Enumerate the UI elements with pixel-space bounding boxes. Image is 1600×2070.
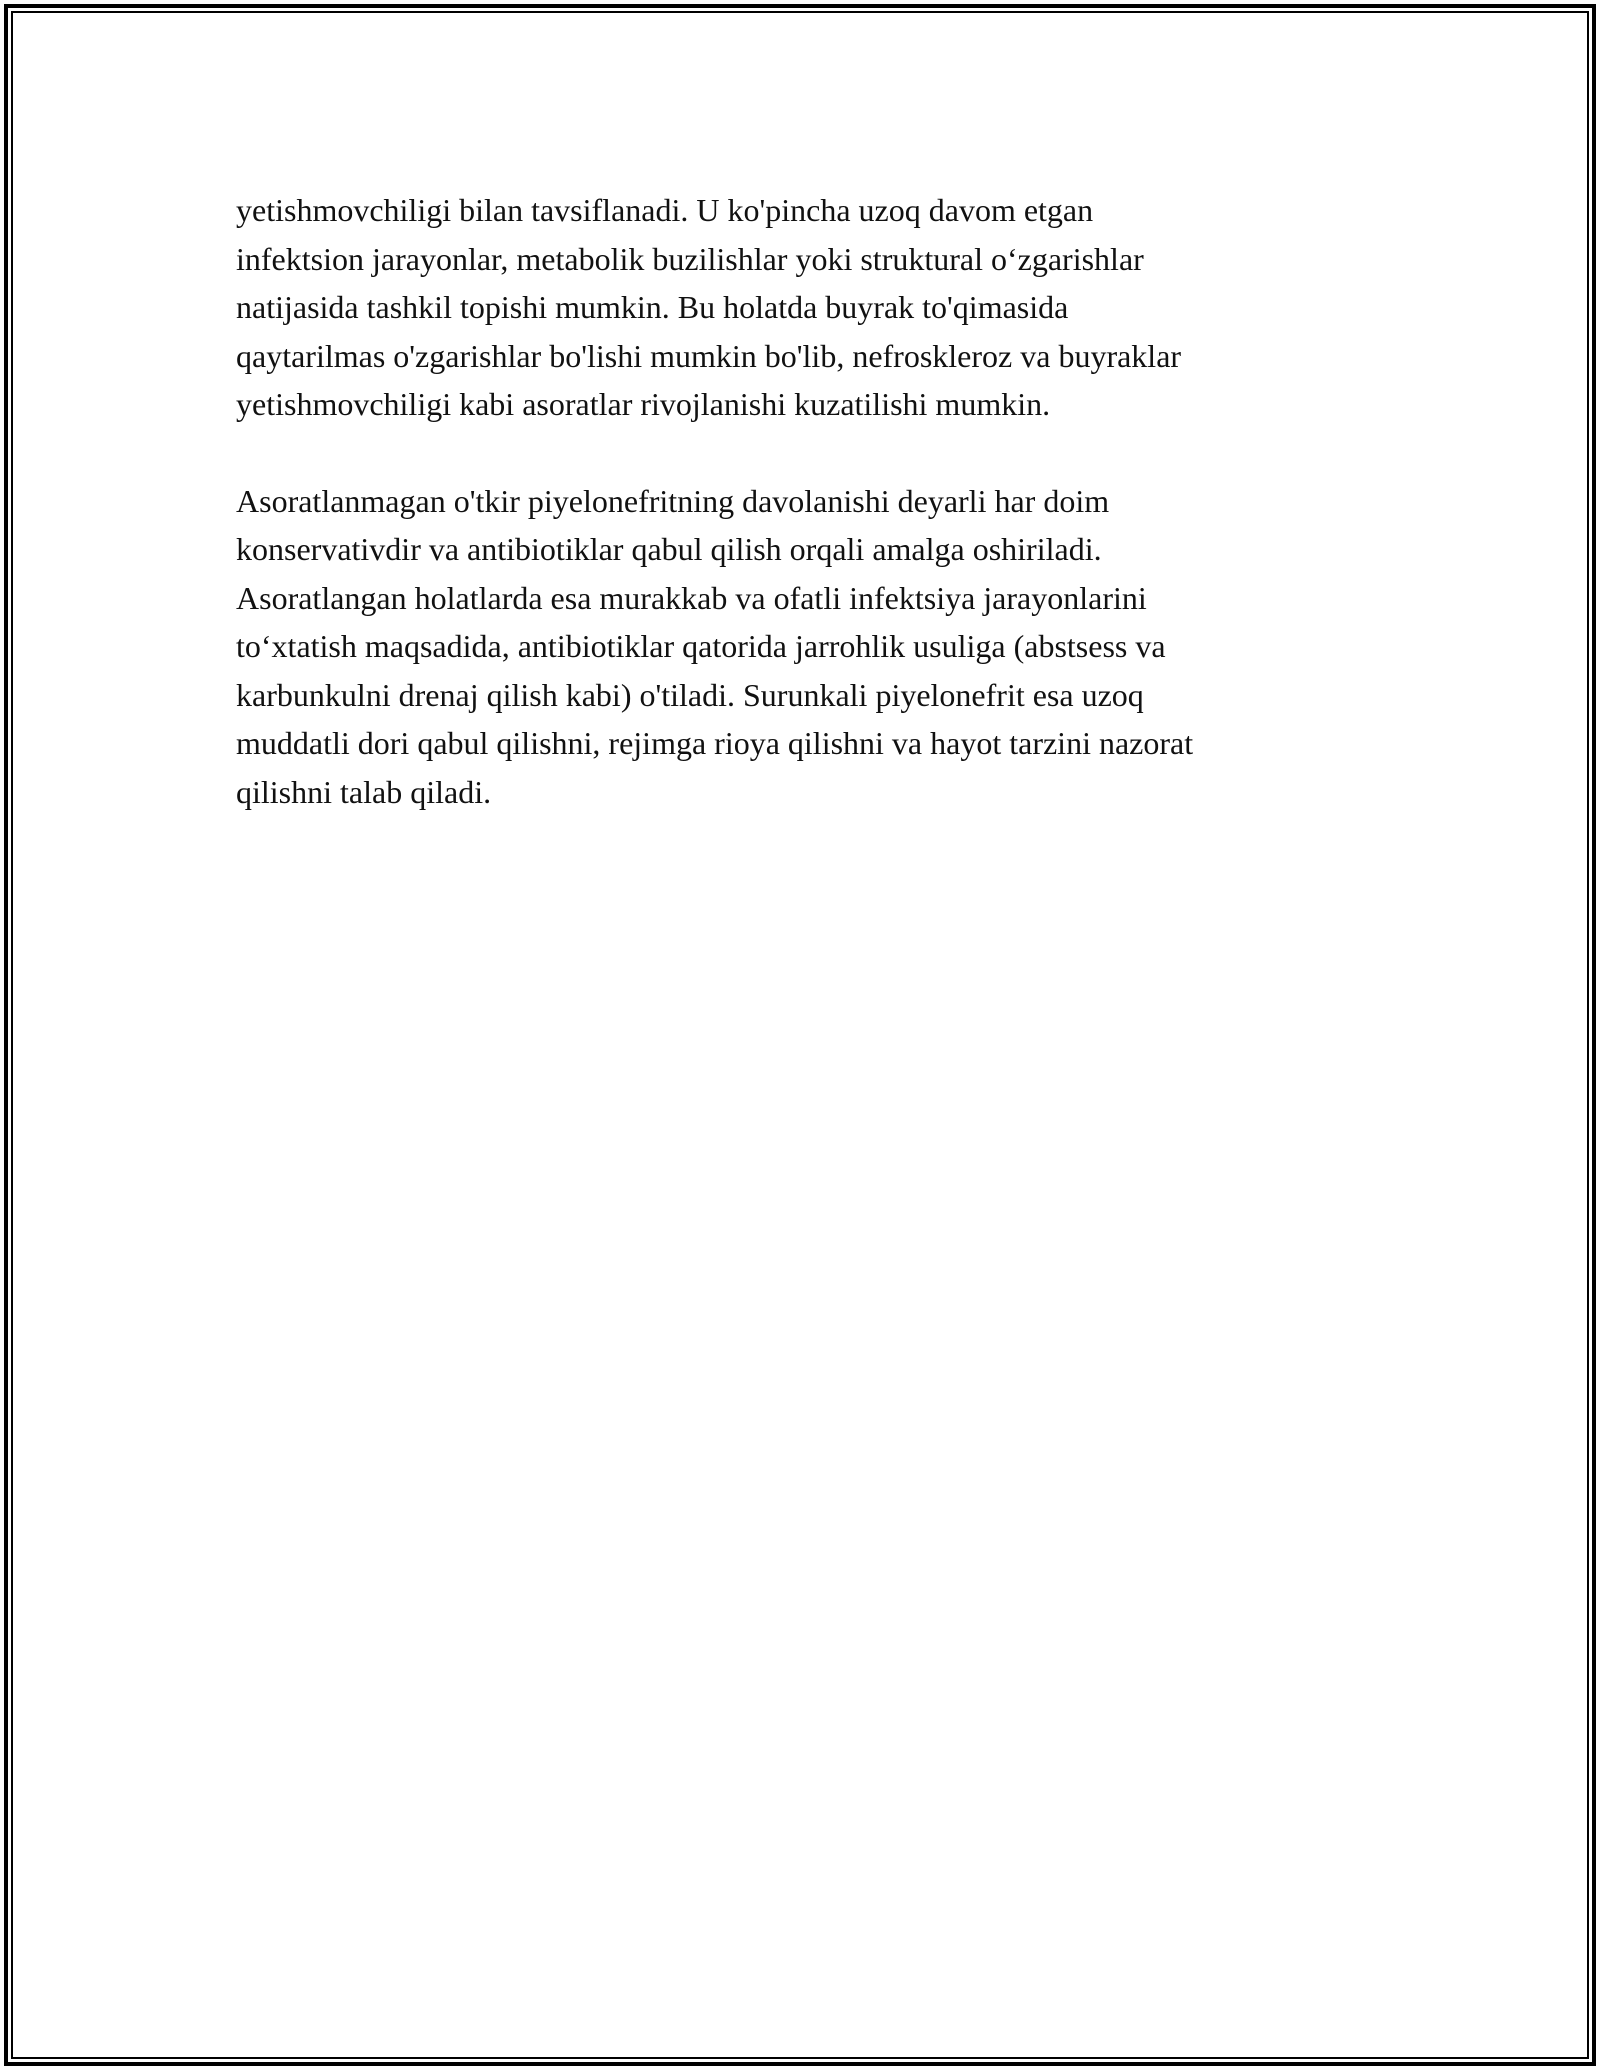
text-line: yetishmovchiligi bilan tavsiflanadi. U ko'pincha uzoq davom etgan: [236, 192, 1094, 228]
text-line: konservativdir va antibiotiklar qabul qilish orqali amalga oshiriladi.: [236, 531, 1102, 567]
paragraph-1: [236, 186, 1366, 429]
text-line: qaytarilmas o'zgarishlar bo'lishi mumkin bo'lib, nefroskleroz va buyraklar: [236, 337, 1182, 374]
text-line: karbunkulni drenaj qilish kabi) o'tiladi. Surunkali piyelonefrit esa uzoq: [236, 676, 1144, 713]
text-line: Asoratlanmagan o'tkir piyelonefritning davolanishi deyarli har doim: [236, 482, 1110, 519]
text-line: yetishmovchiligi kabi asoratlar rivojlanishi kuzatilishi mumkin.: [236, 386, 1051, 422]
text-line: qilishni talab qiladi.: [236, 773, 492, 810]
text-line: natijasida tashkil topishi mumkin. Bu holatda buyrak to'qimasida: [236, 289, 1069, 325]
text-line: to‘xtatish maqsadida, antibiotiklar qatorida jarrohlik usuliga (abstsess va: [236, 628, 1166, 664]
text-line: Asoratlangan holatlarda esa murakkab va ofatli infektsiya jarayonlarini: [236, 579, 1147, 616]
document-body: [236, 186, 1366, 816]
text-line: infektsion jarayonlar, metabolik buzilishlar yoki struktural o‘zgarishlar: [236, 240, 1144, 277]
text-line: muddatli dori qabul qilishni, rejimga rioya qilishni va hayot tarzini nazorat: [236, 725, 1194, 761]
paragraph-2: [236, 477, 1366, 817]
